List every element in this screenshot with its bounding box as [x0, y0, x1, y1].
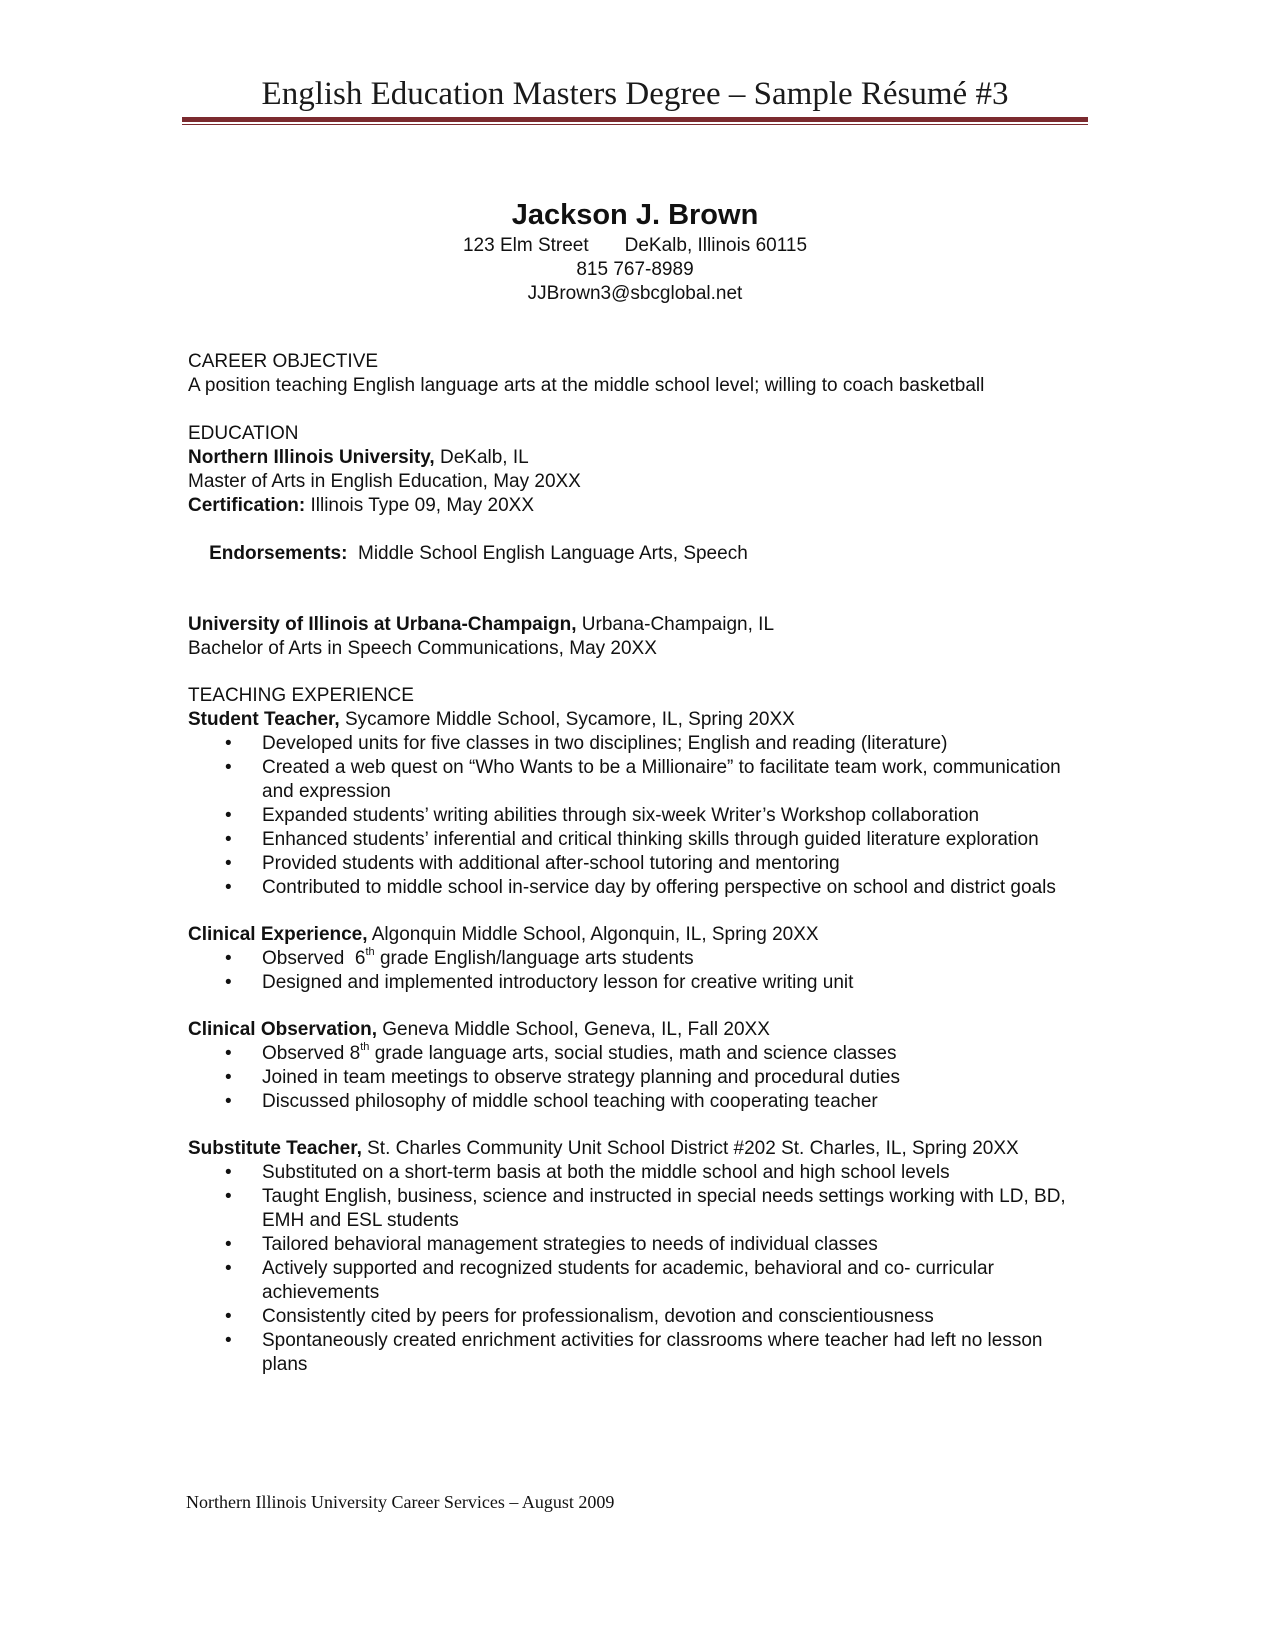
clinical-observation-title: Clinical Observation,	[188, 1019, 377, 1040]
bullet-glyph: •	[225, 1186, 232, 1207]
bullet-glyph: •	[225, 829, 232, 850]
bullet-glyph: •	[225, 1234, 232, 1255]
bullet-glyph: •	[225, 853, 232, 874]
list-item	[188, 852, 1088, 876]
list-item	[188, 756, 1088, 804]
bullet-text: Discussed philosophy of middle school teaching with cooperating teacher	[262, 1091, 878, 1112]
objective-heading: CAREER OBJECTIVE	[188, 351, 379, 372]
clinical-observation-bullets	[188, 1042, 1088, 1114]
list-item	[188, 876, 1088, 900]
list-item	[188, 804, 1088, 828]
clinical-observation-details: Geneva Middle School, Geneva, IL, Fall 20XX	[377, 1019, 770, 1040]
bullet-glyph: •	[225, 1162, 232, 1183]
bullet-text: Provided students with additional after-school tutoring and mentoring	[262, 853, 840, 874]
email-address: JJBrown3@sbcglobal.net	[527, 283, 743, 304]
bullet-text-post: grade language arts, social studies, math and science classes	[369, 1043, 897, 1064]
education-heading: EDUCATION	[188, 423, 299, 444]
substitute-teacher-details: St. Charles Community Unit School District #202 St. Charles, IL, Spring 20XX	[361, 1138, 1019, 1159]
uiuc-school-name: University of Illinois at Urbana-Champaign,	[188, 614, 577, 635]
bullet-text: Taught English, business, science and instructed in special needs settings working with LD, BD, EMH and ESL students	[262, 1186, 1066, 1231]
list-item	[188, 947, 1088, 971]
niu-degree: Master of Arts in English Education, May 20XX	[188, 471, 581, 492]
endorsements-label: Endorsements:	[209, 543, 348, 564]
clinical-experience-details: Algonquin Middle School, Algonquin, IL, Spring 20XX	[367, 924, 819, 945]
list-item	[188, 1257, 1088, 1305]
list-item	[188, 732, 1088, 756]
ordinal-suffix: th	[365, 946, 375, 958]
uiuc-degree: Bachelor of Arts in Speech Communications, May 20XX	[188, 638, 657, 659]
bullet-text: Consistently cited by peers for professionalism, devotion and conscientiousness	[262, 1306, 934, 1327]
resume-body	[188, 350, 1088, 1377]
contact-block	[182, 196, 1088, 306]
bullet-glyph: •	[225, 805, 232, 826]
substitute-teacher-title-line	[188, 1137, 1088, 1161]
list-item	[188, 971, 1088, 995]
bullet-text-pre: Observed 6	[262, 948, 366, 969]
education-uiuc	[188, 613, 1088, 637]
bullet-text: Developed units for five classes in two disciplines; English and reading (literature)	[262, 733, 948, 754]
bullet-text: Expanded students’ writing abilities through six-week Writer’s Workshop collaboration	[262, 805, 980, 826]
student-teacher-title-line	[188, 708, 1088, 732]
clinical-experience-bullets	[188, 947, 1088, 995]
candidate-name: Jackson J. Brown	[511, 199, 759, 231]
list-item	[188, 1090, 1088, 1114]
teaching-heading: TEACHING EXPERIENCE	[188, 685, 414, 706]
list-item	[188, 1185, 1088, 1233]
ordinal-suffix: th	[360, 1041, 370, 1053]
list-item	[188, 1066, 1088, 1090]
bullet-text: Joined in team meetings to observe strategy planning and procedural duties	[262, 1067, 900, 1088]
phone-number: 815 767-8989	[576, 259, 694, 280]
niu-location: DeKalb, IL	[434, 447, 529, 468]
header-divider-thick	[182, 117, 1088, 122]
address-line	[182, 234, 1088, 258]
bullet-text: Actively supported and recognized students for academic, behavioral and co- curricular achievements	[262, 1258, 994, 1303]
bullet-glyph: •	[225, 1258, 232, 1279]
student-teacher-title: Student Teacher,	[188, 709, 340, 730]
bullet-text: Created a web quest on “Who Wants to be a Millionaire” to facilitate team work, communication and expression	[262, 757, 1061, 802]
bullet-glyph: •	[225, 1330, 232, 1351]
substitute-teacher-title: Substitute Teacher,	[188, 1138, 362, 1159]
certification-value: Illinois Type 09, May 20XX	[305, 495, 535, 516]
clinical-experience-title-line	[188, 923, 1088, 947]
certification-line	[188, 494, 1088, 518]
bullet-glyph: •	[225, 757, 232, 778]
page-title: English Education Masters Degree – Sample Résumé #3	[261, 76, 1009, 112]
bullet-glyph: •	[225, 1067, 232, 1088]
bullet-text: Designed and implemented introductory lesson for creative writing unit	[262, 972, 854, 993]
objective-text: A position teaching English language arts at the middle school level; willing to coach basketball	[188, 375, 985, 396]
niu-school-name: Northern Illinois University,	[188, 447, 435, 468]
bullet-glyph: •	[225, 1043, 232, 1064]
certification-label: Certification:	[188, 495, 306, 516]
city-state-zip: DeKalb, Illinois 60115	[624, 235, 808, 256]
bullet-text-pre: Observed 8	[262, 1043, 361, 1064]
bullet-glyph: •	[225, 972, 232, 993]
bullet-text-post: grade English/language arts students	[374, 948, 694, 969]
endorsements-value: Middle School English Language Arts, Speech	[347, 543, 748, 564]
bullet-glyph: •	[225, 1306, 232, 1327]
bullet-glyph: •	[225, 948, 232, 969]
education-niu	[188, 446, 1088, 470]
bullet-glyph: •	[225, 1091, 232, 1112]
list-item	[188, 1305, 1088, 1329]
bullet-text: Contributed to middle school in-service day by offering perspective on school and district goals	[262, 877, 1056, 898]
bullet-glyph: •	[225, 877, 232, 898]
bullet-text: Spontaneously created enrichment activities for classrooms where teacher had left no lesson plans	[262, 1330, 1043, 1375]
list-item	[188, 1233, 1088, 1257]
list-item	[188, 828, 1088, 852]
list-item	[188, 1042, 1088, 1066]
header-divider-thin	[182, 124, 1088, 125]
bullet-text: Substituted on a short-term basis at both the middle school and high school levels	[262, 1162, 950, 1183]
uiuc-location: Urbana-Champaign, IL	[576, 614, 775, 635]
list-item	[188, 1161, 1088, 1185]
list-item	[188, 1329, 1088, 1377]
bullet-text: Tailored behavioral management strategies to needs of individual classes	[262, 1234, 878, 1255]
clinical-experience-title: Clinical Experience,	[188, 924, 368, 945]
endorsements-line	[188, 518, 1088, 590]
student-teacher-details: Sycamore Middle School, Sycamore, IL, Spring 20XX	[339, 709, 795, 730]
bullet-text: Enhanced students’ inferential and critical thinking skills through guided literature exploration	[262, 829, 1039, 850]
student-teacher-bullets	[188, 732, 1088, 900]
substitute-teacher-bullets	[188, 1161, 1088, 1377]
footer-text: Northern Illinois University Career Services – August 2009	[186, 1492, 615, 1512]
clinical-observation-title-line	[188, 1018, 1088, 1042]
street-address: 123 Elm Street	[462, 235, 589, 256]
bullet-glyph: •	[225, 733, 232, 754]
